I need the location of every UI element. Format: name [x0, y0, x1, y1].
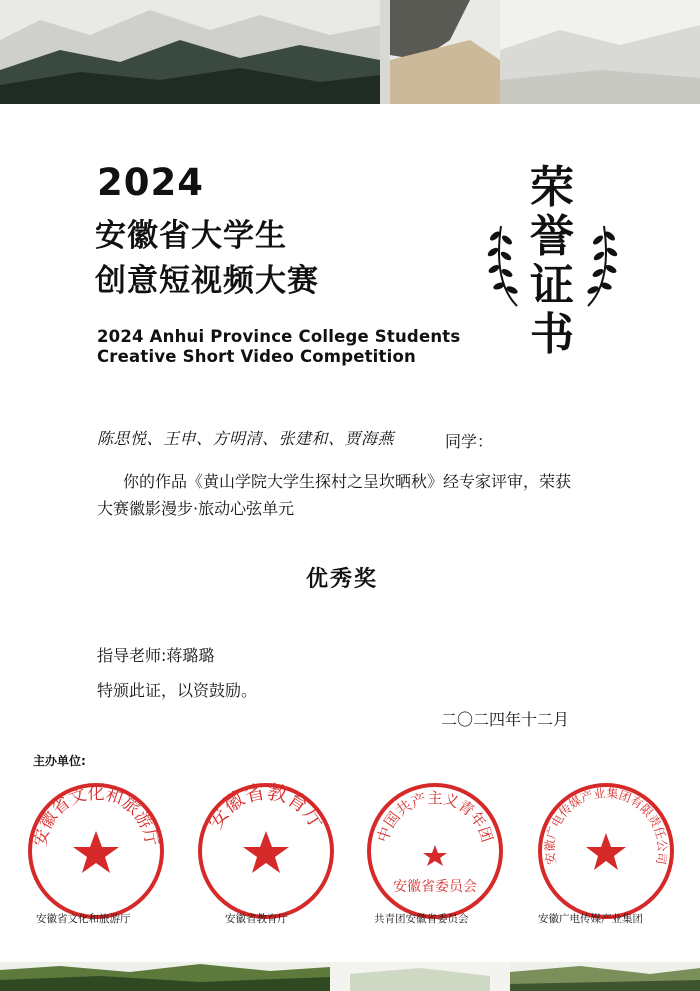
laurel-right-icon	[582, 222, 618, 308]
english-title-line1: 2024 Anhui Province College Students	[97, 327, 461, 346]
organizer-name: 安徽广电传媒产业集团	[538, 913, 643, 925]
organizer-name: 安徽省教育厅	[225, 913, 288, 925]
seal-youth-league	[365, 781, 505, 921]
recipient-suffix: 同学：	[445, 432, 494, 451]
seal-broadcast-group	[536, 781, 676, 921]
seal-text: 安徽广电传媒产业集团有限责任公司	[542, 786, 670, 866]
competition-title-line1: 安徽省大学生	[95, 218, 287, 254]
advisor-line: 指导老师:蒋璐璐	[97, 646, 215, 665]
award-statement-line1: 你的作品《黄山学院大学生探村之呈坎晒秋》经专家评审，荣获	[123, 472, 572, 491]
seal-text: 中国共产主义青年团	[373, 789, 497, 845]
award-statement-line2: 大赛徽影漫步·旅动心弦单元	[97, 499, 295, 518]
honor-char: 书	[530, 309, 574, 360]
svg-text:中国共产主义青年团	[374, 789, 497, 844]
top-landscape-banner	[0, 0, 700, 104]
star-icon	[586, 833, 626, 870]
competition-year: 2024	[97, 161, 204, 204]
bottom-landscape-banner	[0, 962, 700, 991]
seal-culture-tourism	[26, 781, 166, 921]
star-icon	[243, 831, 289, 873]
honor-char: 荣	[530, 162, 574, 213]
svg-text:安徽省教育厅	[202, 781, 329, 833]
organizer-name: 共青团安徽省委员会	[374, 913, 469, 925]
seal-education	[196, 781, 336, 921]
organizer-name: 安徽省文化和旅游厅	[36, 913, 131, 925]
award-name: 优秀奖	[306, 567, 379, 592]
closing-line: 特颁此证，以资鼓励。	[97, 681, 258, 700]
seal-text: 安徽省文化和旅游厅	[30, 784, 162, 849]
honor-char: 誉	[530, 211, 574, 262]
seal-bottom-text: 安徽省委员会	[393, 879, 477, 895]
seal-text: 安徽省教育厅	[202, 781, 330, 834]
honor-char: 证	[530, 260, 574, 311]
star-icon	[423, 845, 447, 866]
honor-certificate-title	[528, 163, 576, 359]
laurel-left-icon	[487, 222, 523, 308]
english-title-line2: Creative Short Video Competition	[97, 347, 416, 366]
star-icon	[73, 831, 119, 873]
issue-date: 二〇二四年十二月	[441, 710, 570, 729]
competition-title-line2: 创意短视频大赛	[95, 263, 319, 299]
organizers-label: 主办单位:	[33, 754, 86, 768]
recipient-names: 陈思悦、王申、方明清、张建和、贾海燕	[97, 429, 395, 448]
